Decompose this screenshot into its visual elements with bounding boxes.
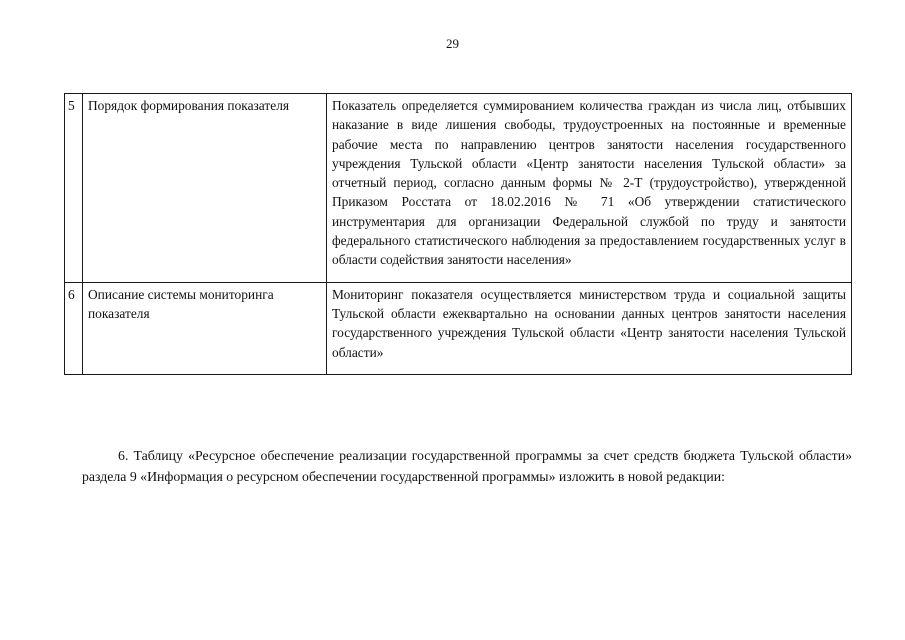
row-description: Показатель определяется суммированием количества граждан из числа лиц, отбывших наказание в виде лишения свободы, трудоустроенных на постоянные и временные рабочие места по направлению центров занятости населения государственного учреждения Тульской области «Центр занятости населения Тульской области» за отчетный период, согласно данным формы № 2-Т (трудоустройство), утвержденной Приказом Росстата от 18.02.2016 № 71 «Об утверждении статистического инструментария для организации Федеральной службой по труду и занятости федерального статистического наблюдения за предоставлением государственных услуг в области содействия занятости населения»	[327, 94, 852, 283]
row-label: Описание системы мониторинга показателя	[83, 282, 327, 374]
row-label: Порядок формирования показателя	[83, 94, 327, 283]
row-number: 6	[65, 282, 83, 374]
row-number: 5	[65, 94, 83, 283]
table-row	[65, 94, 852, 283]
row-description: Мониторинг показателя осуществляется министерством труда и социальной защиты Тульской области ежеквартально на основании данных центров занятости населения государственного учреждения Тульской области «Центр занятости населения Тульской области»	[327, 282, 852, 374]
indicator-table	[64, 93, 852, 375]
body-paragraph: 6. Таблицу «Ресурсное обеспечение реализации государственной программы за счет средств бюджета Тульской области» раздела 9 «Информация о ресурсном обеспечении государственной программы» изложить в новой редакции:	[82, 447, 852, 484]
table-row	[65, 282, 852, 374]
page-number: 29	[446, 36, 459, 51]
